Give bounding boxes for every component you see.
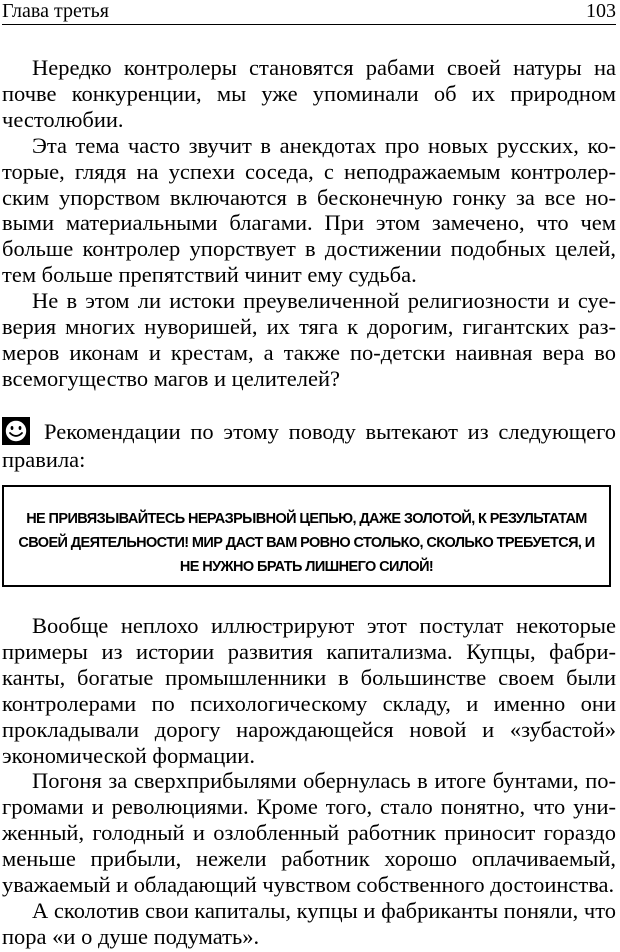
paragraph-3: Не в этом ли истоки преувеличенной религиозности и суеверия многих нуворишей, их тяга к дорогим, гигантских размеров иконам и крестам, а также по-детски наивная вера во всемогущество магов и целителей?	[2, 288, 616, 391]
smiley-face-icon	[2, 417, 30, 445]
rule-box	[2, 485, 611, 587]
paragraph-1: Нередко контролеры становятся рабами своей натуры на почве конкуренции, мы уже упоминали об их природном честолюбии.	[2, 55, 616, 132]
rule-text: НЕ ПРИВЯЗЫВАЙТЕСЬ НЕРАЗРЫВНОЙ ЦЕПЬЮ, ДАЖЕ ЗОЛОТОЙ, К РЕЗУЛЬТАТАМ СВОЕЙ ДЕЯТЕЛЬНОСТИ! МИР ДАСТ ВАМ РОВНО СТОЛЬКО, СКОЛЬКО ТРЕБУЕТСЯ, И НЕ НУЖНО БРАТЬ ЛИШНЕГО СИЛОЙ!	[18, 511, 595, 575]
paragraph-5: Погоня за сверхприбылями обернулась в итоге бунтами, погромами и революциями. Кроме того, стало понятно, что униженный, голодный и озлобленный работник приносит гораздо меньше прибыли, нежели работник хорошо оплачиваемый, уважаемый и обладающий чувством собственного достоинства.	[2, 768, 616, 898]
text-block-bottom	[2, 613, 616, 950]
page-number: 103	[586, 0, 616, 22]
recommendation-paragraph	[2, 417, 616, 474]
recommendation-text: Рекомендации по этому поводу вытекают из следующего правила:	[2, 419, 616, 472]
chapter-title: Глава третья	[2, 0, 109, 22]
text-block-top	[2, 55, 616, 392]
paragraph-6: А сколотив свои капиталы, купцы и фабриканты поняли, что пора «и о душе подумать».	[2, 897, 616, 949]
paragraph-2: Эта тема часто звучит в анекдотах про новых русских, которые, глядя на успехи соседа, с неподражаемым контролерским упорством включаются в бесконечную гонку за все новыми материальными благами. При этом замечено, что чем больше контролер упорствует в достижении подобных целей, тем больше препятствий чинит ему судьба.	[2, 132, 616, 288]
running-head	[2, 0, 616, 25]
paragraph-4: Вообще неплохо иллюстрируют этот постулат некоторые примеры из истории развития капитализма. Купцы, фабриканты, богатые промышленники в большинстве своем были контролерами по психологическому складу, и именно они прокладывали дорогу нарождающейся новой и «зубастой» экономической формации.	[2, 613, 616, 768]
